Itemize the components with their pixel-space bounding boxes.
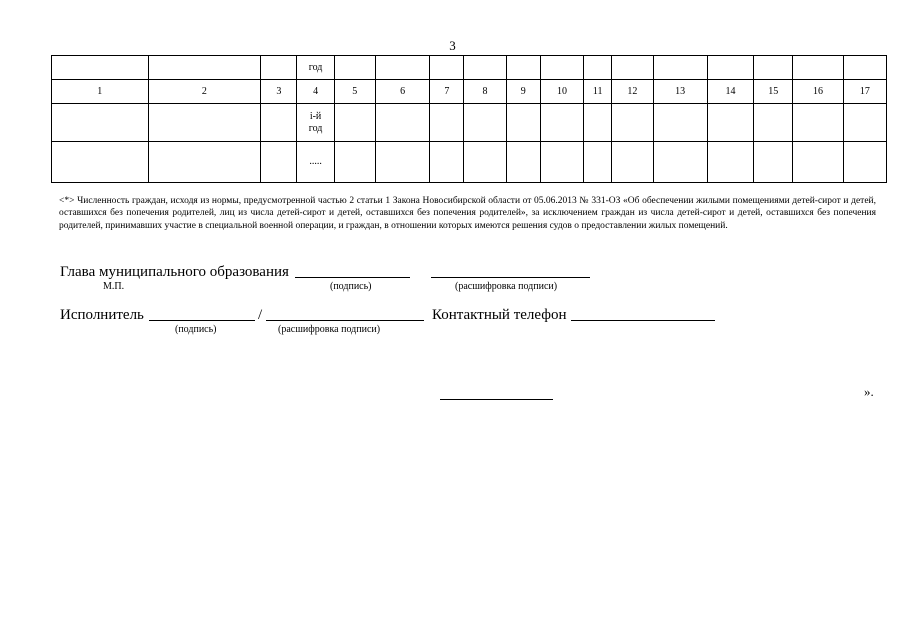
- executor-label: Исполнитель: [60, 307, 144, 323]
- executor-signature-line: [149, 320, 255, 321]
- year-cell: год: [297, 56, 334, 80]
- ith-year-cell: [297, 104, 334, 142]
- phone-line: [571, 320, 715, 321]
- head-signature-line: [295, 277, 410, 278]
- column-number: 11: [584, 80, 612, 104]
- bottom-line: [440, 399, 553, 400]
- column-number: 15: [754, 80, 793, 104]
- footnote: <*> Численность граждан, исходя из нормы, предусмотренной частью 2 статьи 1 Закона Новосибирской области от 05.06.2013 № 331-ОЗ «Об обеспечении жилыми помещениями детей-сирот и детей, оставшихся без попечения родителей, лиц из числа детей-сирот и детей, оставшихся без попечения родителей», за исключением граждан из числа детей-сирот и детей, оставшихся без попечения родителей, принимавших участие в специальной военной операции, и граждан, в отношении которых имеются решения судов о предоставлении жилых помещений.: [59, 196, 876, 231]
- column-number: 12: [612, 80, 653, 104]
- ith-year-label-b: год: [308, 122, 323, 134]
- column-number: 13: [653, 80, 707, 104]
- column-number: 1: [52, 80, 149, 104]
- column-number: 6: [375, 80, 429, 104]
- column-number: 9: [506, 80, 540, 104]
- stamp-label: М.П.: [103, 281, 125, 292]
- table-row-dots: [52, 142, 887, 183]
- executor-signature-caption: (подпись): [175, 324, 217, 335]
- column-number: 14: [707, 80, 753, 104]
- head-label: Глава муниципального образования: [60, 264, 289, 280]
- table-row-ith-year: [52, 104, 887, 142]
- phone-label: Контактный телефон: [432, 307, 567, 323]
- column-number: 7: [430, 80, 464, 104]
- slash: /: [258, 307, 263, 323]
- head-decoding-line: [431, 277, 590, 278]
- column-number: 5: [334, 80, 375, 104]
- dots-cell: .....: [297, 142, 334, 183]
- ith-year-label-a: i-й: [309, 110, 322, 122]
- column-number: 8: [464, 80, 506, 104]
- table-row-year: [52, 56, 887, 80]
- column-number: 2: [148, 80, 261, 104]
- column-number: 17: [843, 80, 886, 104]
- column-number: 16: [793, 80, 843, 104]
- executor-decoding-line: [266, 320, 424, 321]
- table-row-column-numbers: [52, 80, 887, 104]
- page-number: 3: [449, 38, 456, 53]
- column-number: 4: [297, 80, 334, 104]
- data-table: [51, 55, 887, 183]
- closing-mark: ».: [864, 384, 874, 399]
- column-number: 10: [540, 80, 583, 104]
- column-number: 3: [261, 80, 297, 104]
- head-decoding-caption: (расшифровка подписи): [455, 281, 558, 292]
- head-signature-caption: (подпись): [330, 281, 372, 292]
- executor-decoding-caption: (расшифровка подписи): [278, 324, 381, 335]
